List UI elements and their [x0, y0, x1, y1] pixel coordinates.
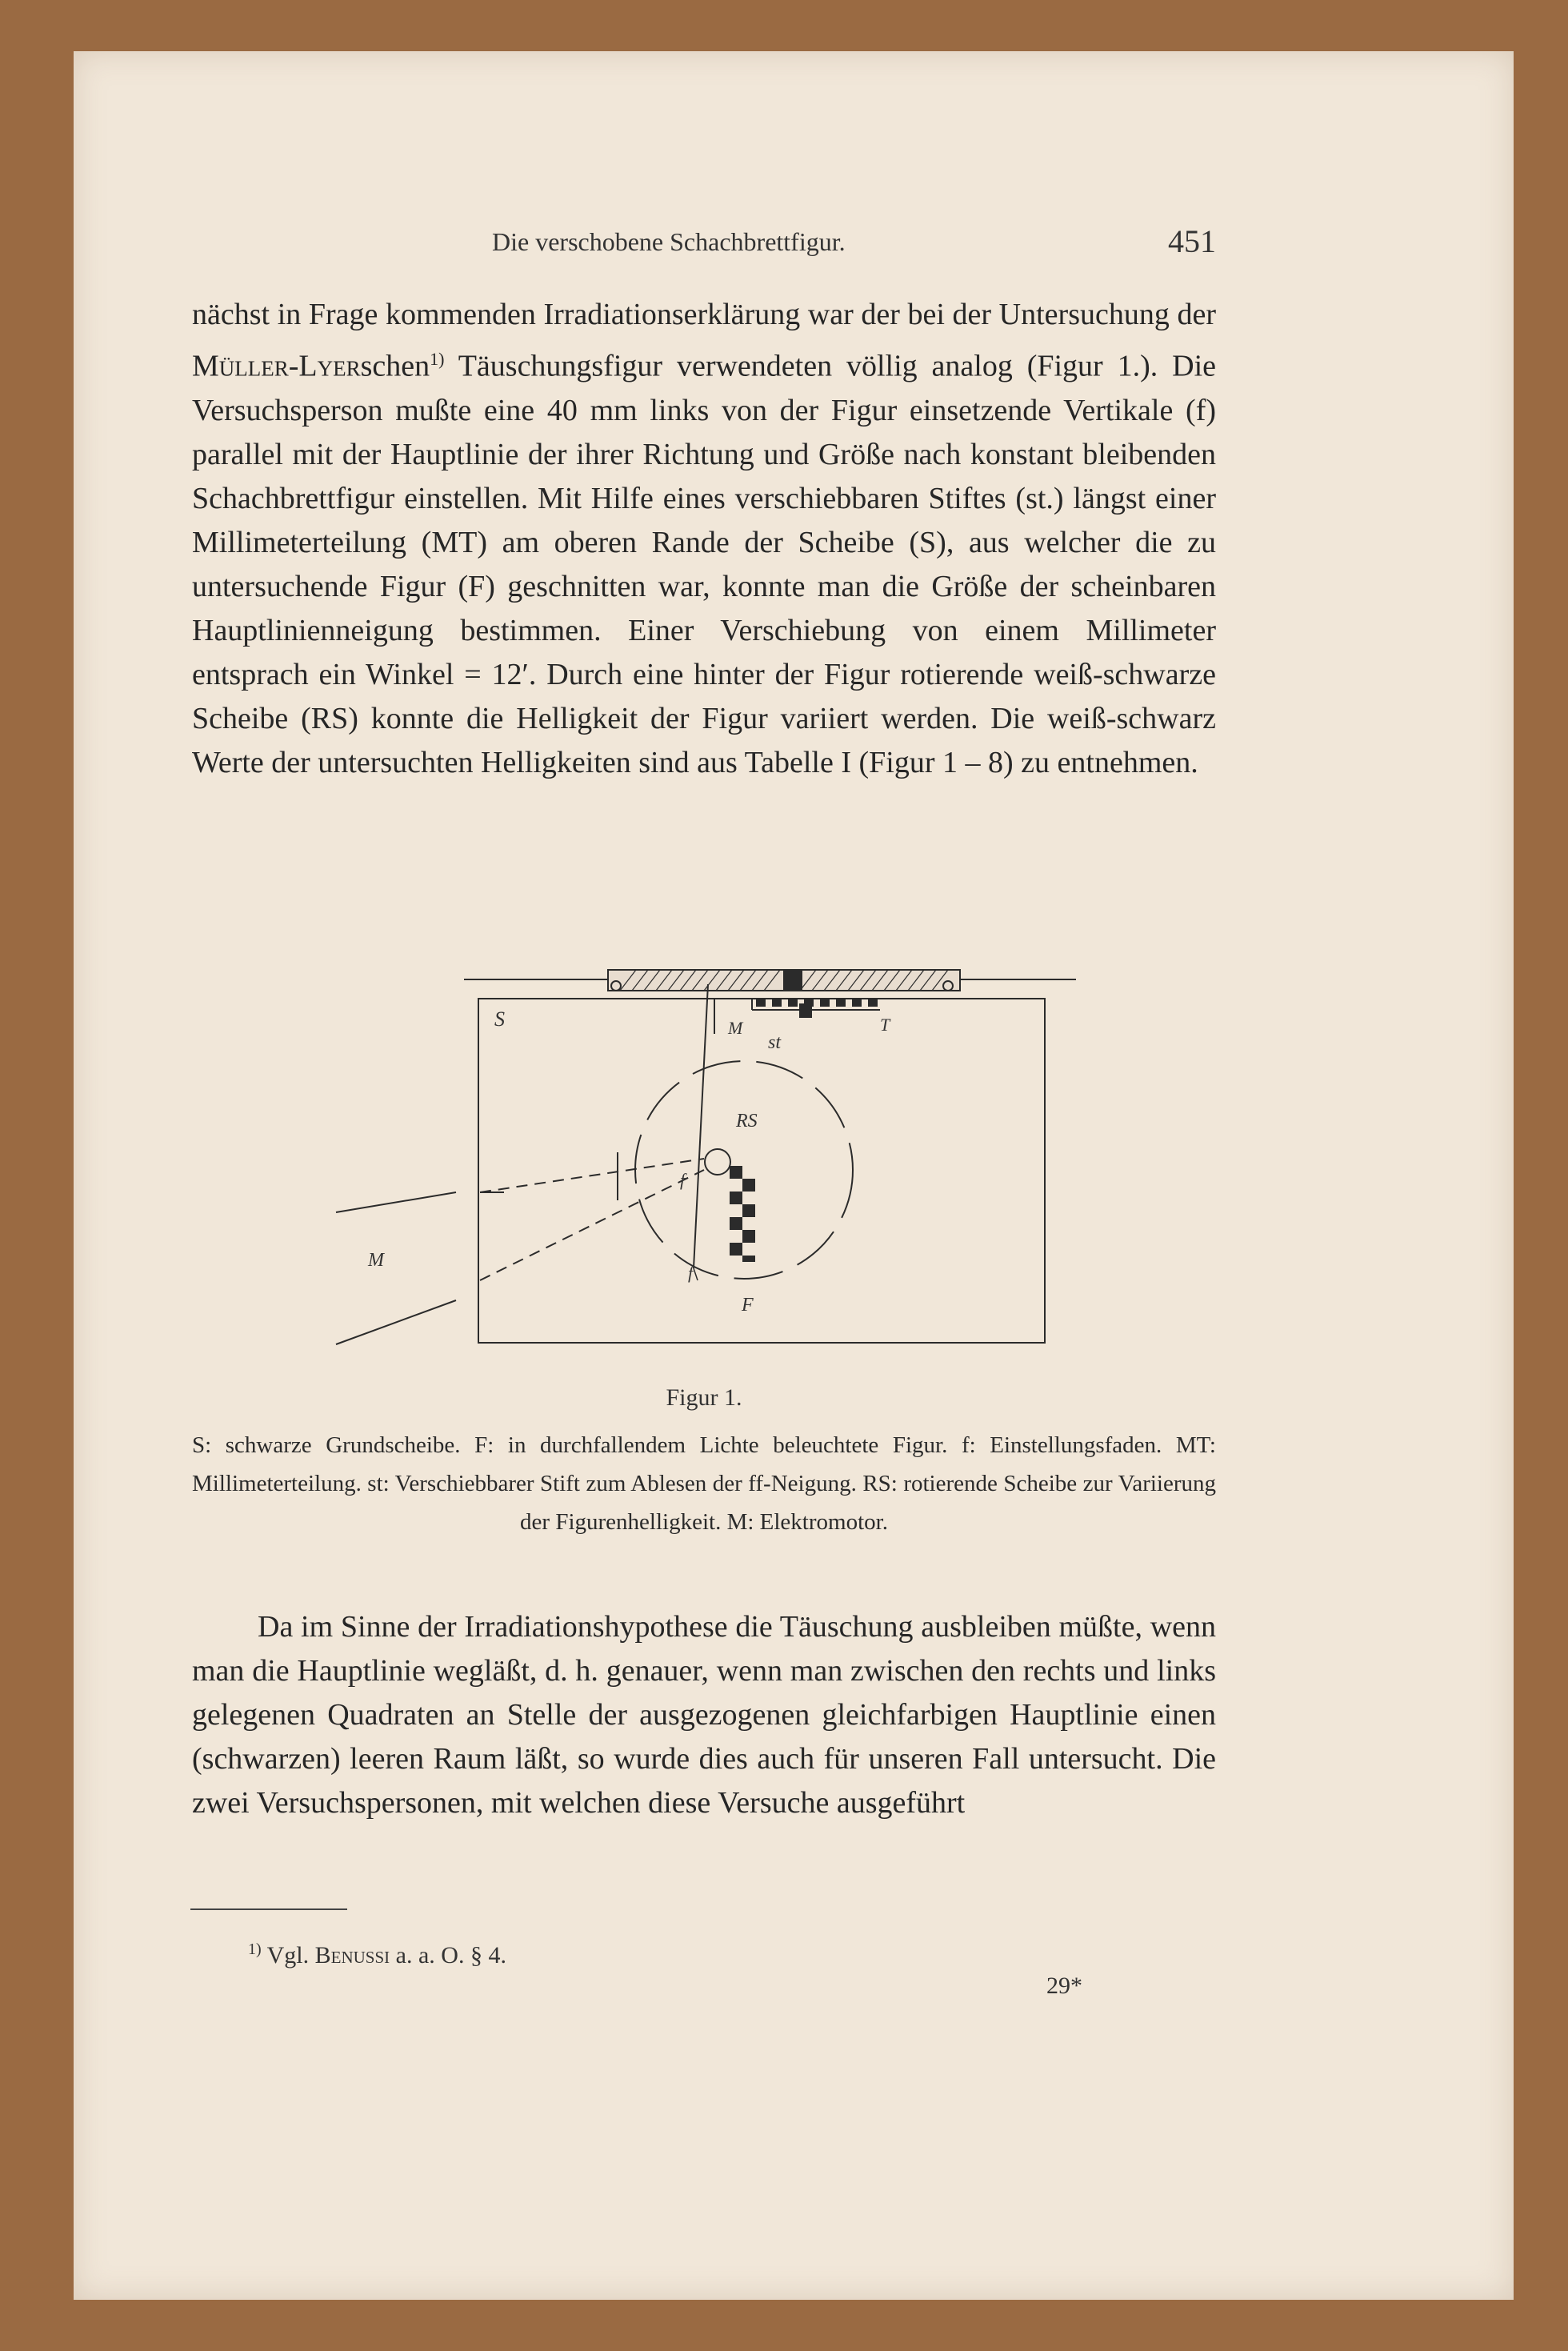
viewing-line-lower	[336, 1300, 456, 1344]
figure-label-RS: RS	[736, 1111, 758, 1131]
footnote-text-b: a. a. O. § 4.	[390, 1942, 506, 1969]
figure-label-T: T	[880, 1015, 890, 1035]
paragraph-2: Da im Sinne der Irradiationshypothese die Täuschung ausbleiben müßte, wenn man die Hauptlinie wegläßt, d. h. genauer, wenn man zwischen den rechts und links gelegenen Quadraten an Stelle der ausgezogenen gleichfarbigen Hauptlinie einen (schwarzen) leeren Raum läßt, so wurde dies auch für unseren Fall untersucht. Die zwei Versuchspersonen, mit welchen diese Versuche ausgeführt	[192, 1610, 1216, 1820]
rail-knob-left	[611, 981, 621, 991]
viewing-line-upper	[336, 1192, 456, 1212]
motor-axle	[705, 1149, 730, 1175]
disc-S	[478, 999, 1045, 1343]
figure-label-M-left: M	[368, 1250, 384, 1271]
figure-label-F: F	[742, 1295, 754, 1316]
figure-label-f2: f	[688, 1263, 694, 1283]
figure-title: Figur 1.	[666, 1384, 742, 1411]
thread-f-vertical	[694, 984, 708, 1268]
paragraph-1-text-c: Täuschungsfigur verwendeten völlig analog (Figur 1.). Die Versuchsperson mußte eine 40 mm links von der Figur einsetzende Vertikale (f) parallel mit der Hauptlinie der ihrer Richtung und Größe nach konstant bleibenden Schachbrettfigur einstellen. Mit Hilfe eines verschiebbaren Stiftes (st.) längst einer Millimeterteilung (MT) am oberen Rande der Scheibe (S), aus welcher die zu untersuchende Figur (F) geschnitten war, konnte man die Größe der scheinbaren Hauptlinienneigung bestimmen. Einer Verschiebung von einem Millimeter entsprach ein Winkel = 12′. Durch eine hinter der Figur rotierende weiß-schwarze Scheibe (RS) konnte die Helligkeit der Figur variiert werden. Die weiß-schwarz Werte der untersuchten Helligkeiten sind aus Tabelle I (Figur 1 – 8) zu entnehmen.	[192, 349, 1216, 779]
MT-scale-ticks	[756, 999, 878, 1007]
page-number: 451	[1168, 223, 1216, 259]
figure-label-st: st	[768, 1032, 782, 1053]
footnote-marker: 1)	[248, 1940, 262, 1958]
slider-block	[784, 970, 802, 991]
figure-label-f1: f	[680, 1170, 686, 1190]
footnote	[248, 1940, 506, 1969]
running-header	[192, 222, 1216, 270]
pointer-st	[800, 1004, 811, 1017]
figure-caption: S: schwarze Grundscheibe. F: in durchfallendem Lichte beleuchtete Figur. f: Einstellungsfaden. MT: Millimeterteilung. st: Verschiebbarer Stift zum Ablesen der ff-Neigung. RS: rotierende Scheibe zur Variierung der Figurenhelligkeit. M: Elektromotor.	[192, 1432, 1216, 1535]
footnote-rule	[190, 1908, 347, 1910]
sight-line-lower	[480, 1170, 704, 1280]
checkerboard-figure	[730, 1166, 755, 1262]
thread-f-tip	[694, 1268, 698, 1280]
signature-mark: 29*	[1046, 1973, 1082, 1999]
footnote-reference: 1)	[430, 349, 445, 369]
running-title: Die verschobene Schachbrettfigur.	[492, 227, 846, 256]
disc-RS	[635, 1061, 853, 1279]
footnote-text-a: Vgl.	[261, 1942, 315, 1969]
paragraph-1-text-b: schen	[360, 349, 430, 383]
author-name-mueller-lyer: Müller-Lyer	[192, 349, 361, 383]
figure-1-diagram	[320, 960, 1088, 1360]
paragraph-1	[192, 293, 1216, 785]
figure-label-S: S	[494, 1007, 505, 1031]
paragraph-1-text-a: nächst in Frage kommenden Irradiationserklärung war der bei der Untersuchung der	[192, 298, 1216, 331]
rail-knob-right	[943, 981, 953, 991]
author-name-benussi: Benussi	[314, 1942, 390, 1969]
figure-label-M-top: M	[728, 1018, 743, 1038]
